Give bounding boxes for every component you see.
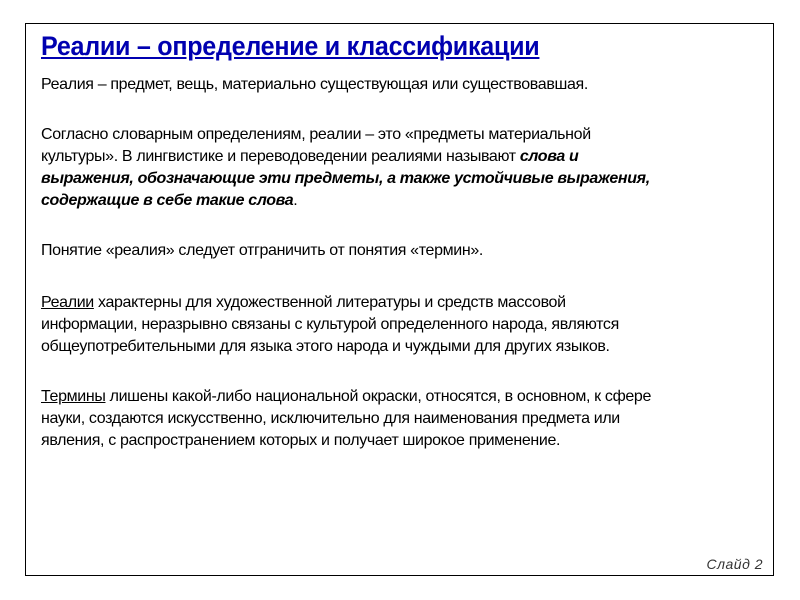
text: культуры». В лингвистике и переводоведении реалиями называют — [41, 148, 520, 165]
paragraph-realia — [41, 292, 619, 358]
paragraph-terms — [41, 386, 651, 452]
text-line: общеупотребительными для языка этого народа и чуждыми для других языков. — [41, 338, 610, 355]
text-line — [41, 292, 619, 314]
slide-title: Реалии – определение и классификации — [41, 31, 540, 61]
text-line — [41, 190, 650, 212]
term-realia: Реалии — [41, 294, 94, 311]
text-line: Согласно словарным определениям, реалии – это «предметы материальной — [41, 126, 591, 143]
paragraph-definition — [41, 74, 588, 96]
emphasis: содержащие в себе такие слова — [41, 192, 294, 209]
paragraph-dictionary — [41, 124, 650, 212]
paragraph-concept — [41, 240, 483, 262]
text-line: Понятие «реалия» следует отграничить от понятия «термин». — [41, 242, 483, 259]
text-line: Реалия – предмет, вещь, материально существующая или существовавшая. — [41, 76, 588, 93]
text-line: информации, неразрывно связаны с культурой определенного народа, являются — [41, 316, 619, 333]
emphasis: слова и — [519, 148, 579, 165]
emphasis-line: выражения, обозначающие эти предметы, а также устойчивые выражения, — [41, 170, 650, 187]
term-terms: Термины — [41, 388, 106, 405]
text: лишены какой-либо национальной окраски, относятся, в основном, к сфере — [105, 388, 652, 405]
slide-number: Слайд 2 — [706, 556, 763, 572]
text-line — [41, 386, 651, 408]
text-line — [41, 146, 650, 168]
text-line: науки, создаются искусственно, исключительно для наименования предмета или — [41, 410, 620, 427]
text: характерны для художественной литературы и средств массовой — [93, 294, 566, 311]
text-line: явления, с распространением которых и получает широкое применение. — [41, 432, 561, 449]
text: . — [293, 192, 298, 209]
